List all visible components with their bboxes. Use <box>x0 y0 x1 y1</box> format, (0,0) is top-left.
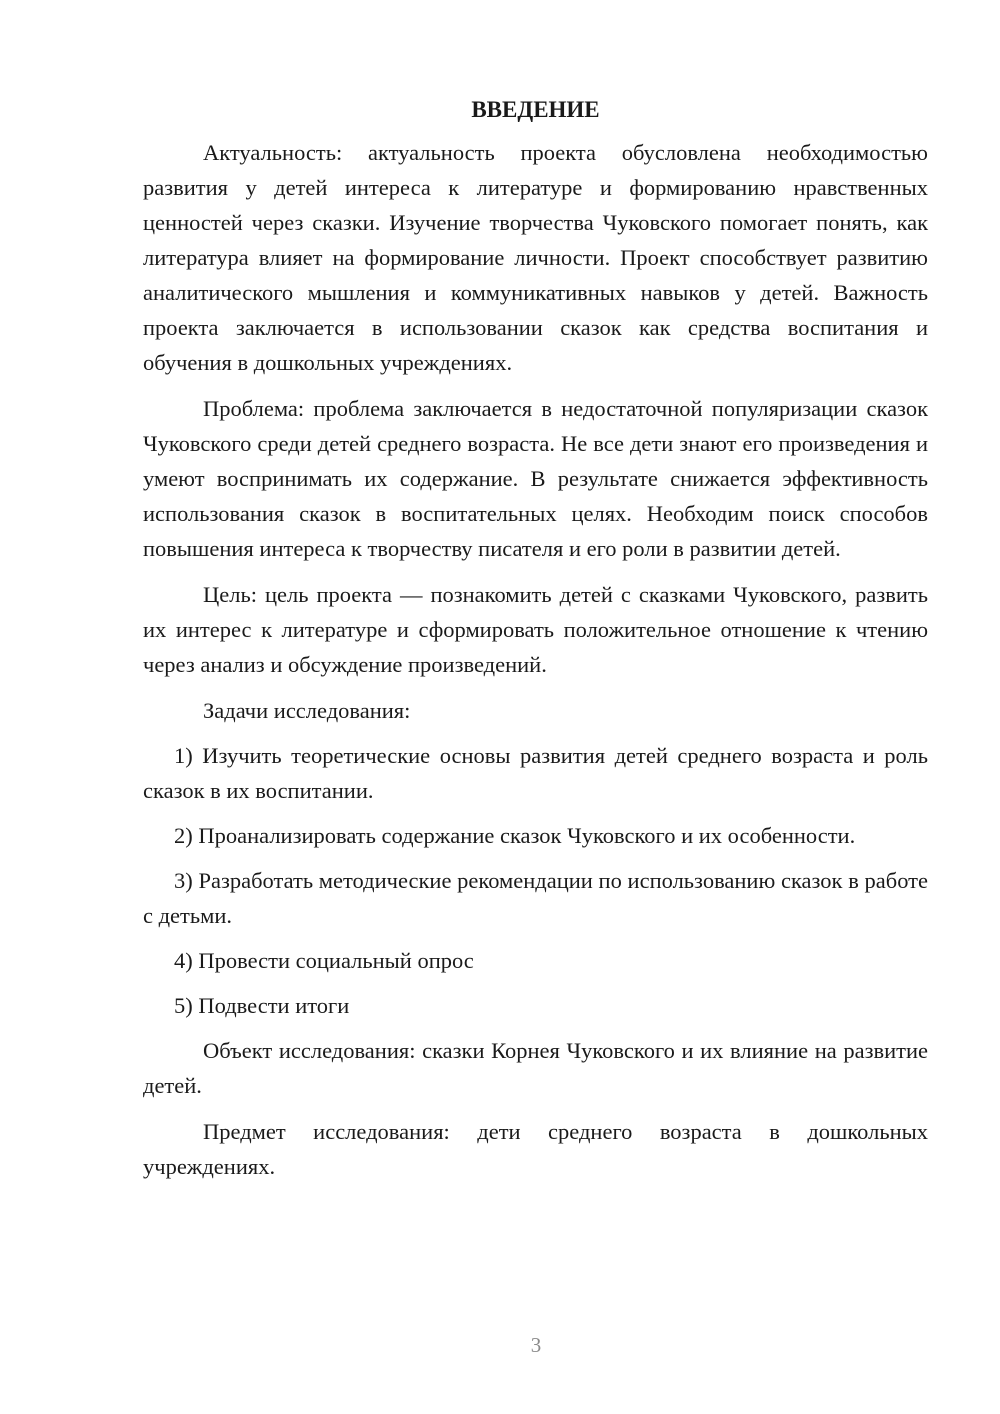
task-item-4: 4) Провести социальный опрос <box>174 948 474 973</box>
tasks-heading: Задачи исследования: <box>203 698 411 723</box>
paragraph-object: Объект исследования: сказки Корнея Чуковского и их влияние на развитие детей. <box>143 1038 928 1098</box>
paragraph-subject: Предмет исследования: дети среднего возраста в дошкольных учреждениях. <box>143 1119 928 1179</box>
paragraph-goal: Цель: цель проекта — познакомить детей с сказками Чуковского, развить их интерес к литературе и сформировать положительное отношение к чтению через анализ и обсуждение произведений. <box>143 582 928 677</box>
task-item-3: 3) Разработать методические рекомендации по использованию сказок в работе с детьми. <box>143 868 928 928</box>
paragraph-relevance: Актуальность: актуальность проекта обусловлена необходимостью развития у детей интереса к литературе и формированию нравственных ценностей через сказки. Изучение творчества Чуковского помогает понять, как литература влияет на формирование личности. Проект способствует развитию аналитического мышления и коммуникативных навыков у детей. Важность проекта заключается в использовании сказок как средства воспитания и обучения в дошкольных учреждениях. <box>143 140 928 375</box>
task-item-2: 2) Проанализировать содержание сказок Чуковского и их особенности. <box>174 823 856 848</box>
task-item-5: 5) Подвести итоги <box>174 993 350 1018</box>
task-item-1: 1) Изучить теоретические основы развития детей среднего возраста и роль сказок в их воспитании. <box>143 743 928 803</box>
paragraph-problem: Проблема: проблема заключается в недостаточной популяризации сказок Чуковского среди детей среднего возраста. Не все дети знают его произведения и умеют воспринимать их содержание. В результате снижается эффективность использования сказок в воспитательных целях. Необходим поиск способов повышения интереса к творчеству писателя и его роли в развитии детей. <box>143 396 928 561</box>
page-content <box>143 94 928 1195</box>
page-number: 3 <box>530 1333 542 1357</box>
section-title: ВВЕДЕНИЕ <box>471 97 600 122</box>
